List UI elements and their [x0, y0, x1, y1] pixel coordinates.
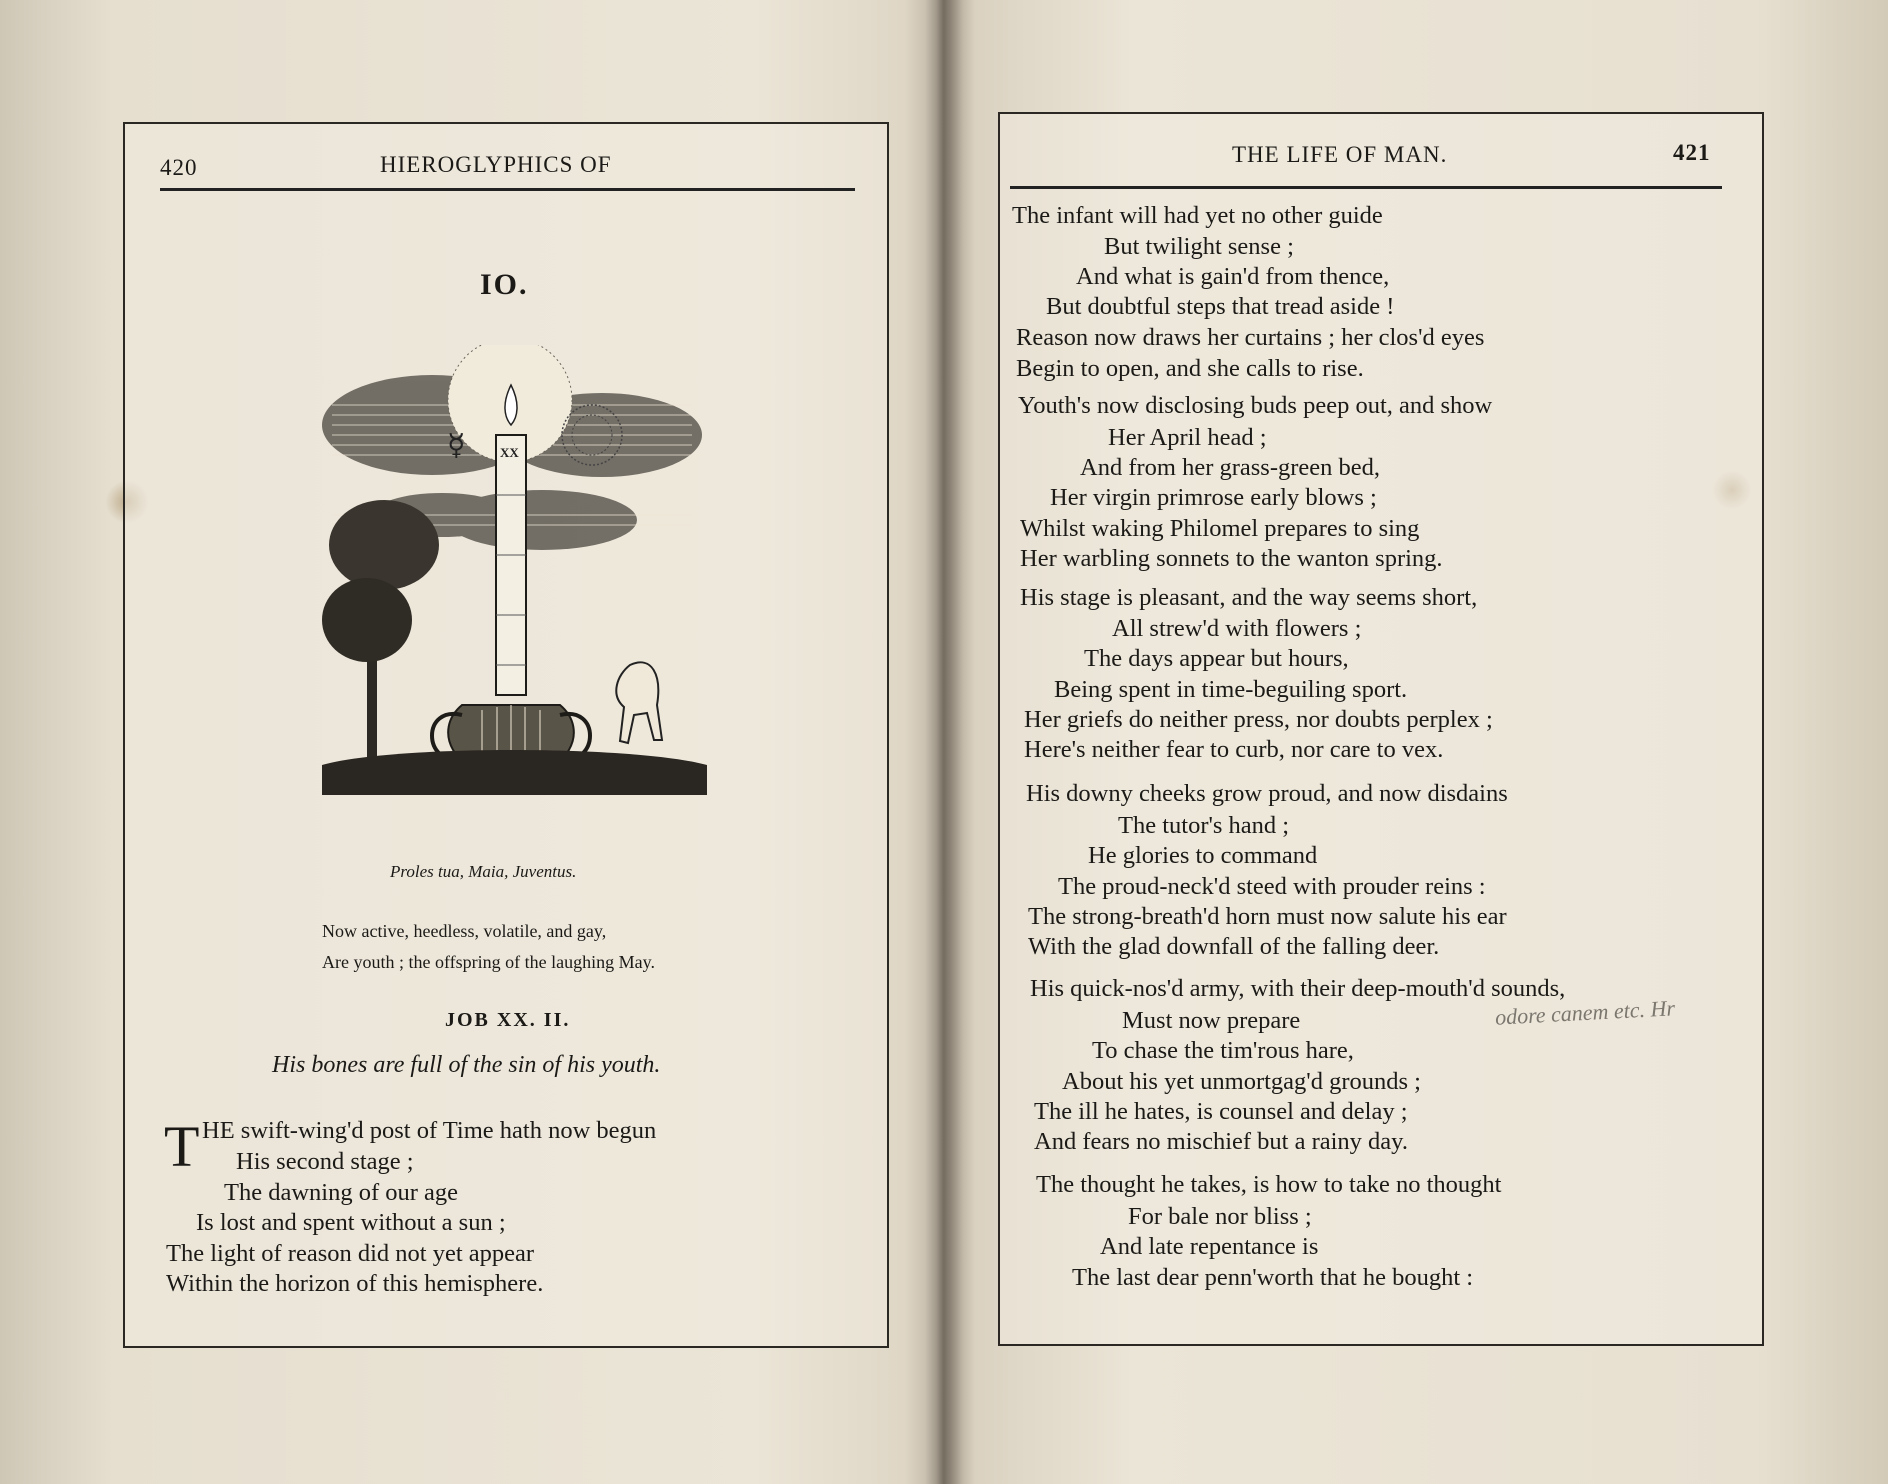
drop-cap: T: [164, 1114, 200, 1179]
poem-line: HE swift-wing'd post of Time hath now begun: [202, 1117, 657, 1144]
poem-line: The proud-neck'd steed with prouder reins :: [1058, 873, 1486, 900]
couplet-line: Now active, heedless, volatile, and gay,: [322, 921, 607, 941]
scripture-reference: JOB XX. II.: [445, 1009, 571, 1031]
book-gutter: [905, 0, 975, 1484]
poem-line: The last dear penn'worth that he bought :: [1072, 1264, 1474, 1291]
svg-text:XX: XX: [500, 445, 519, 460]
poem-line: His second stage ;: [236, 1148, 414, 1175]
poem-line: Whilst waking Philomel prepares to sing: [1020, 515, 1420, 542]
poem-line: The strong-breath'd horn must now salute his ear: [1028, 903, 1507, 930]
poem-line: The days appear but hours,: [1084, 645, 1349, 672]
right-running-title: THE LIFE OF MAN.: [1232, 142, 1448, 167]
poem-line: His quick-nos'd army, with their deep-mouth'd sounds,: [1030, 975, 1566, 1002]
poem-line: Her virgin primrose early blows ;: [1050, 484, 1377, 511]
poem-line: And what is gain'd from thence,: [1076, 263, 1390, 290]
poem-line: The tutor's hand ;: [1118, 812, 1290, 839]
couplet-line: Are youth ; the offspring of the laughing May.: [322, 952, 655, 972]
epigram-couplet: [322, 916, 655, 978]
poem-line: Her griefs do neither press, nor doubts perplex ;: [1024, 706, 1493, 733]
poem-line: Her April head ;: [1108, 424, 1267, 451]
poem-line: Reason now draws her curtains ; her clos'd eyes: [1016, 324, 1485, 351]
poem-line: Here's neither fear to curb, nor care to vex.: [1024, 736, 1444, 763]
poem-line: To chase the tim'rous hare,: [1092, 1037, 1354, 1064]
poem-line: Begin to open, and she calls to rise.: [1016, 355, 1364, 382]
right-header-rule: [1010, 186, 1722, 189]
poem-line: The light of reason did not yet appear: [166, 1240, 535, 1267]
poem-line: For bale nor bliss ;: [1128, 1203, 1312, 1230]
poem-line: But doubtful steps that tread aside !: [1046, 293, 1395, 320]
scripture-quote: His bones are full of the sin of his youth.: [272, 1052, 661, 1078]
poem-line: Must now prepare: [1122, 1007, 1301, 1034]
handwritten-margin-note: odore canem etc. Hr: [1494, 995, 1676, 1030]
candle-column-engraving-icon: [312, 345, 712, 815]
svg-text:☿: ☿: [447, 429, 466, 462]
poem-line: Her warbling sonnets to the wanton spring.: [1020, 545, 1443, 572]
left-running-title: HIEROGLYPHICS OF: [380, 152, 612, 177]
illustration-caption: Proles tua, Maia, Juventus.: [390, 862, 577, 881]
poem-line: With the glad downfall of the falling deer.: [1028, 933, 1440, 960]
right-page-number: 421: [1673, 140, 1711, 165]
left-page-number: 420: [160, 155, 198, 180]
poem-line: The dawning of our age: [224, 1179, 459, 1206]
poem-line: The ill he hates, is counsel and delay ;: [1034, 1098, 1408, 1125]
poem-line: His stage is pleasant, and the way seems short,: [1020, 584, 1478, 611]
poem-line: About his yet unmortgag'd grounds ;: [1062, 1068, 1421, 1095]
poem-line: Is lost and spent without a sun ;: [196, 1209, 506, 1236]
poem-line: All strew'd with flowers ;: [1112, 615, 1362, 642]
poem-line: The infant will had yet no other guide: [1012, 202, 1383, 229]
poem-line: Youth's now disclosing buds peep out, and show: [1018, 392, 1493, 419]
poem-line: And late repentance is: [1100, 1233, 1319, 1260]
section-number: IO.: [480, 268, 529, 301]
poem-line: Within the horizon of this hemisphere.: [166, 1270, 544, 1297]
poem-line: The thought he takes, is how to take no thought: [1036, 1171, 1502, 1198]
poem-line: He glories to command: [1088, 842, 1318, 869]
poem-line: But twilight sense ;: [1104, 233, 1294, 260]
poem-line: And from her grass-green bed,: [1080, 454, 1381, 481]
poem-line: His downy cheeks grow proud, and now disdains: [1026, 780, 1508, 807]
poem-line: Being spent in time-beguiling sport.: [1054, 676, 1408, 703]
left-header-rule: [160, 188, 855, 191]
poem-line: And fears no mischief but a rainy day.: [1034, 1128, 1408, 1155]
